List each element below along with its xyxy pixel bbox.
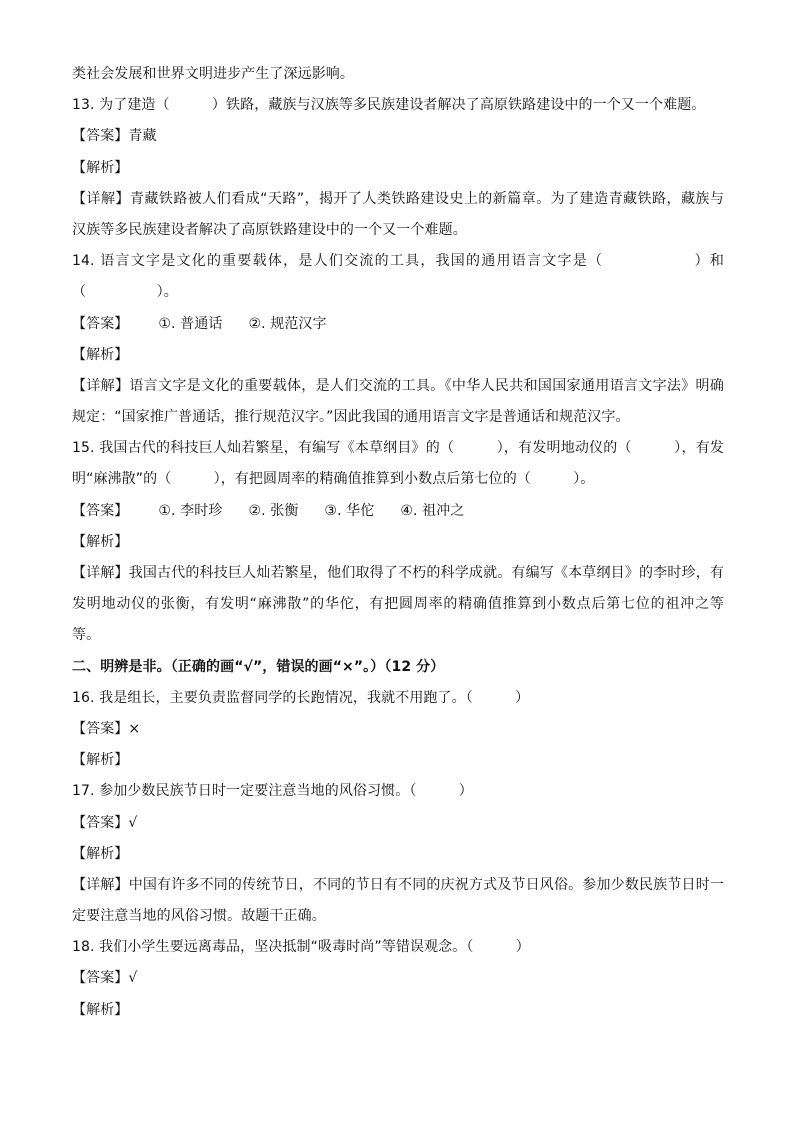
question-16: 16. 我是组长，主要负责监督同学的长跑情况，我就不用跑了。（ ） <box>72 689 530 706</box>
question-18: 18. 我们小学生要远离毒品，坚决抵制“吸毒时尚”等错误观念。（ ） <box>72 939 530 956</box>
answer-17 <box>72 808 724 839</box>
answer-tag: 【答案】 <box>72 502 129 519</box>
question-15-cont: 明“麻沸散”的（ ），有把圆周率的精确值推算到小数点后第七位的（ ）。 <box>72 471 595 488</box>
answer-value: × <box>128 720 141 737</box>
answer-option: ①. 李时珍 <box>158 502 223 519</box>
answer-tag: 【答案】 <box>72 128 129 145</box>
answer-option: ②. 张衡 <box>248 502 299 519</box>
answer-option: ③. 华佗 <box>324 502 375 519</box>
answer-14 <box>72 309 724 340</box>
detail-line: 规定：“国家推广普通话，推行规范汉字。”因此我国的通用语言文字是普通话和规范汉字。 <box>72 409 630 426</box>
detail-line: 【详解】青藏铁路被人们看成“天路”，揭开了人类铁路建设史上的新篇章。为了建造青藏铁路，藏族与 <box>72 190 724 207</box>
answer-option: ④. 祖冲之 <box>400 502 465 519</box>
answer-value: √ <box>128 970 138 987</box>
detail-line: 汉族等多民族建设者解决了高原铁路建设中的一个又一个难题。 <box>72 221 467 238</box>
answer-15 <box>72 496 724 527</box>
answer-value: √ <box>128 814 138 831</box>
analysis-tag: 【解析】 <box>72 159 129 176</box>
question-14: 14. 语言文字是文化的重要载体，是人们交流的工具，我国的通用语言文字是（ ）和 <box>72 253 724 270</box>
answer-option: ①. 普通话 <box>158 315 223 332</box>
answer-18 <box>72 963 724 994</box>
detail-line: 等。 <box>72 627 101 644</box>
answer-13 <box>72 121 724 152</box>
answer-tag: 【答案】 <box>72 315 129 332</box>
answer-16 <box>72 714 724 745</box>
answer-tag: 【答案】 <box>72 814 129 831</box>
question-14-cont: （ ）。 <box>72 284 178 301</box>
question-17: 17. 参加少数民族节日时一定要注意当地的风俗习惯。（ ） <box>72 783 473 800</box>
detail-line: 定要注意当地的风俗习惯。故题干正确。 <box>72 908 326 925</box>
answer-value: 青藏 <box>128 128 157 145</box>
analysis-tag: 【解析】 <box>72 845 129 862</box>
answer-option: ②. 规范汉字 <box>248 315 327 332</box>
detail-line: 【详解】中国有许多不同的传统节日，不同的节日有不同的庆祝方式及节日风俗。参加少数民族节日时一 <box>72 876 724 893</box>
detail-line: 发明地动仪的张衡，有发明“麻沸散”的华佗，有把圆周率的精确值推算到小数点后第七位的祖冲之等 <box>72 596 724 613</box>
document-page <box>72 59 724 1026</box>
answer-tag: 【答案】 <box>72 970 129 987</box>
section-heading: 二、明辨是非。（正确的画“√”，错误的画“×”。）（12 分） <box>72 658 445 675</box>
analysis-tag: 【解析】 <box>72 346 129 363</box>
analysis-tag: 【解析】 <box>72 752 129 769</box>
paragraph-line: 类社会发展和世界文明进步产生了深远影响。 <box>72 66 354 82</box>
detail-line: 【详解】语言文字是文化的重要载体，是人们交流的工具。《中华人民共和国国家通用语言文字法》明确 <box>72 377 724 394</box>
detail-line: 【详解】我国古代的科技巨人灿若繁星，他们取得了不朽的科学成就。有编写《本草纲目》的李时珍，有 <box>72 565 724 581</box>
question-15: 15. 我国古代的科技巨人灿若繁星，有编写《本草纲目》的（ ），有发明地动仪的（ ），有发 <box>72 440 724 457</box>
analysis-tag: 【解析】 <box>72 1001 129 1018</box>
answer-tag: 【答案】 <box>72 720 129 737</box>
analysis-tag: 【解析】 <box>72 533 129 550</box>
question-13: 13. 为了建造（ ）铁路，藏族与汉族等多民族建设者解决了高原铁路建设中的一个又一个难题。 <box>72 97 706 114</box>
